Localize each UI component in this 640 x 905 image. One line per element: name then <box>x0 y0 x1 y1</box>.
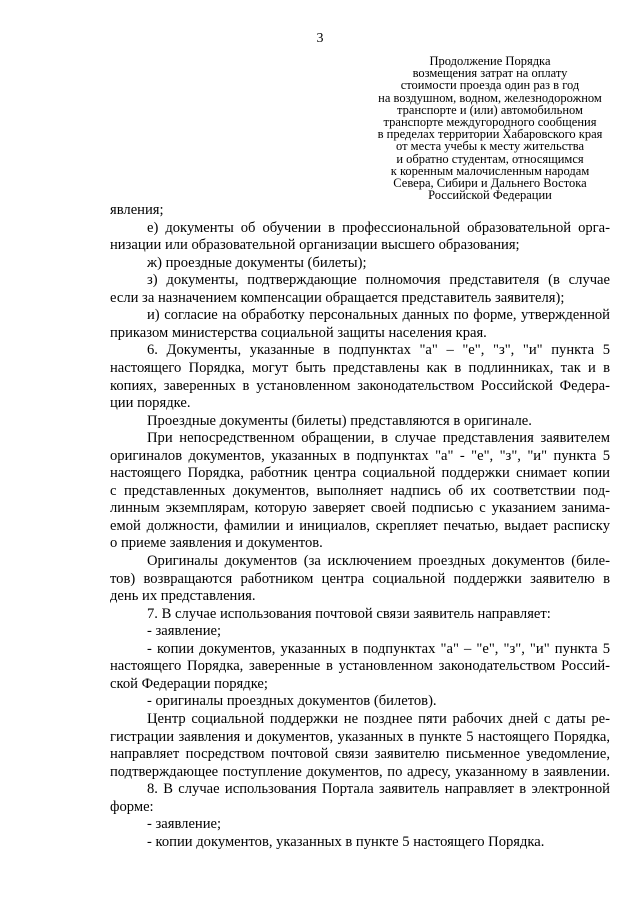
body-line: приказом министерства социальной защиты населения края. <box>110 324 487 341</box>
body-line: з) документы, подтверждающие полномочия представителя (в случае <box>147 272 610 289</box>
body-line: и) согласие на обработку персональных данных по форме, утвержденной <box>147 307 610 324</box>
body-line: явления; <box>110 202 164 218</box>
body-line: е) документы об обучении в профессиональной образовательной орга- <box>147 219 610 236</box>
body-line: настоящего Порядка, могут быть представлены как в подлинниках, так и в <box>110 359 610 376</box>
body-line: Центр социальной поддержки не позднее пяти рабочих дней с даты ре- <box>147 710 610 727</box>
body-line: Проездные документы (билеты) представляются в оригинале. <box>147 412 532 429</box>
header-line: на воздушном, водном, железнодорожном <box>378 90 602 105</box>
header-line: от места учебы к месту жительства <box>395 139 584 154</box>
body-line: настоящего Порядка, заверенные в установленном законодательством Россий- <box>110 658 610 675</box>
body-line: 8. В случае использования Портала заявитель направляет в электронной <box>147 781 610 798</box>
body-line: ской Федерации порядке; <box>110 675 268 692</box>
body-line: оригиналов документов, указанных в подпунктах "а" - "е", "з", "и" пункта 5 <box>110 447 610 464</box>
body-line: - копии документов, указанных в пункте 5 настоящего Порядка. <box>147 833 545 850</box>
body-line: - оригиналы проездных документов (билетов). <box>147 693 437 710</box>
body-line: гистрации заявления и документов, указанных в пункте 5 настоящего Порядка, <box>110 728 610 745</box>
body-line: подтверждающее поступление документов, по адресу, указанному в заявлении. <box>110 763 610 780</box>
body-line: о приеме заявления и документов. <box>110 535 323 552</box>
header-line: транспорте междугородного сообщения <box>383 115 597 130</box>
body-line: копиях, заверенных в установленном законодательством Российской Федера- <box>110 377 610 394</box>
header-line: в пределах территории Хабаровского края <box>377 127 603 142</box>
header-line: возмещения затрат на оплату <box>412 66 568 81</box>
body-line: - копии документов, указанных в подпунктах "а" – "е", "з", "и" пункта 5 <box>147 640 610 657</box>
document-header <box>370 55 610 201</box>
body-line: тов) возвращаются работником центра социальной поддержки заявителю в <box>110 570 610 587</box>
page-number: 3 <box>316 31 324 46</box>
body-line: При непосредственном обращении, в случае представления заявителем <box>147 430 610 447</box>
header-line: Продолжение Порядка <box>429 54 551 68</box>
body-line: ж) проездные документы (билеты); <box>147 254 367 271</box>
body-line: - заявление; <box>147 623 222 640</box>
header-line: Российской Федерации <box>428 188 552 203</box>
body-line: линным экземплярам, которую заверяет своей подписью с указанием занима- <box>110 500 610 517</box>
body-line: направляет посредством почтовой связи заявителю письменное уведомление, <box>110 746 610 763</box>
body-line: 7. В случае использования почтовой связи заявитель направляет: <box>147 605 551 622</box>
body-line: 6. Документы, указанные в подпунктах "а" – "е", "з", "и" пункта 5 <box>147 342 610 359</box>
body-line: форме: <box>110 798 154 815</box>
body-line: емой должности, фамилии и инициалов, скрепляет печатью, выдает расписку <box>110 517 610 534</box>
header-line: стоимости проезда один раз в год <box>400 78 580 93</box>
header-line: и обратно студентам, относящимся <box>396 151 584 166</box>
body-line: Оригиналы документов (за исключением проездных документов (биле- <box>147 553 610 569</box>
header-line: транспорте и (или) автомобильном <box>397 102 583 117</box>
body-line: - заявление; <box>147 816 222 833</box>
body-line: ции порядке. <box>110 395 191 412</box>
body-line: день их представления. <box>110 588 256 605</box>
body-line: с представленных документов, выполняет надпись об их соответствии под- <box>110 482 610 499</box>
header-line: Севера, Сибири и Дальнего Востока <box>393 176 587 191</box>
body-line: низации или образовательной организации высшего образования; <box>110 237 520 254</box>
header-line: к коренным малочисленным народам <box>390 163 590 178</box>
body-line: настоящего Порядка, работник центра социальной поддержки снимает копии <box>110 465 610 482</box>
body-line: если за назначением компенсации обращается представитель заявителя); <box>110 289 565 306</box>
